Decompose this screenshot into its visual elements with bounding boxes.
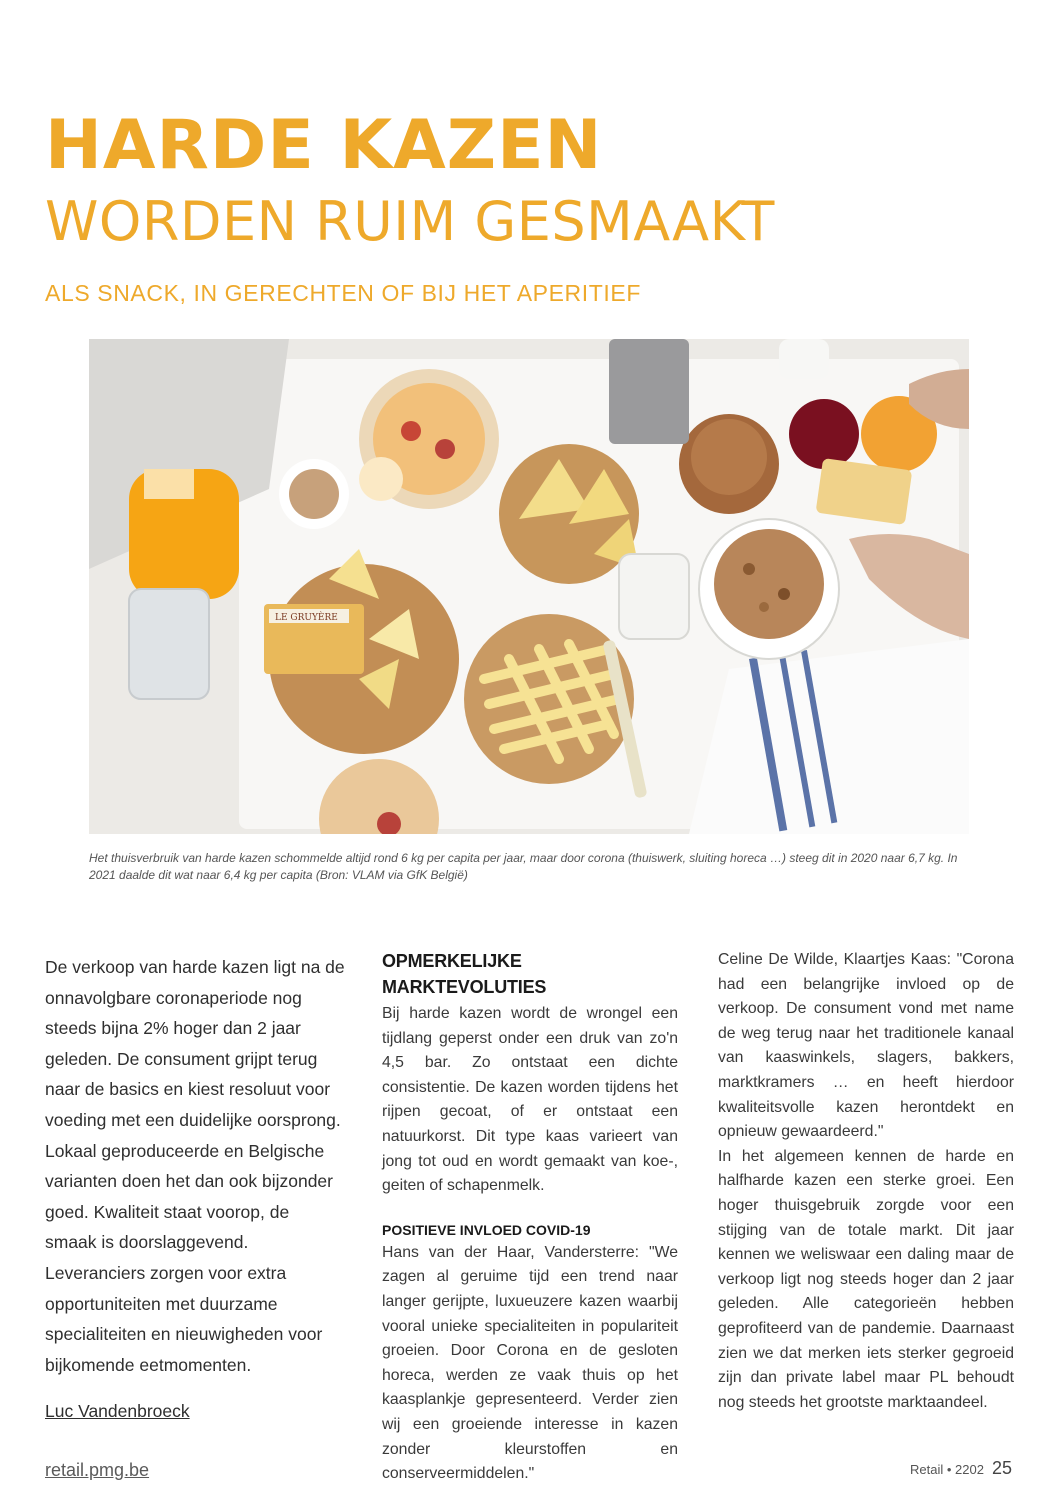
package-label: LE GRUYÈRE (275, 613, 338, 623)
section-heading-marktevoluties: OPMERKELIJKE MARKTEVOLUTIES (382, 951, 547, 997)
section-heading-covid: POSITIEVE INVLOED COVID-19 (382, 1221, 591, 1238)
page-title: HARDE KAZEN (45, 106, 603, 185)
page-subtitle: WORDEN RUIM GESMAAKT (45, 190, 775, 253)
paragraph: Celine De Wilde, Klaartjes Kaas: "Corona had een belangrijke invloed op de verkoop. De consument vond met name de weg terug naar het traditionele kanaal van kaaswinkels, slagers, bakkers, marktkramers … en heeft hierdoor kwaliteitsvolle kazen herontdekt en opnieuw gewaardeerd." (718, 951, 1014, 1141)
paragraph: Hans van der Haar, Vandersterre: "We zagen al geruime tijd een trend naar langer gerijpte, luxueuzere kazen waarbij vooral unieke specialiteiten in populariteit groeien. Door Corona en de gesloten horeca, werden ze vaak thuis op het kaasplankje gepresenteerd. Verder zien wij een groeiende interesse in kazen zonder kleurstoffen en conserveermiddelen." (382, 1243, 678, 1483)
paragraph: In het algemeen kennen de harde en halfharde kazen een sterke groei. Een hoger thuisgebruik zorgde voor een stijging van de totale markt. Dit jaar kennen we weliswaar een daling maar de verkoop ligt nog steeds hoger dan 2 jaar geleden. Alle categorieën hebben geprofiteerd van de pandemie. Daarnaast zien we dat merken iets sterker gegroeid zijn dan private label maar PL behoudt nog steeds het grootste marktaandeel. (718, 1147, 1014, 1411)
breakfast-photo (89, 339, 969, 834)
article-column-3 (718, 948, 1014, 1415)
footer-url-link[interactable]: retail.pmg.be (45, 1460, 150, 1480)
lead-paragraph: De verkoop van harde kazen ligt na de onnavolgbare coronaperiode nog steeds bijna 2% hoger dan 2 jaar geleden. De consument grijpt terug naar de basics en kiest resoluut voor voeding met een duidelijke oorsprong. Lokaal geproduceerde en Belgische varianten doen het dan ook bijzonder goed. Kwaliteit staat voorop, de smaak is doorslaggevend. Leveranciers zorgen voor extra opportuniteiten met duurzame specialiteiten en nieuwigheden voor bijkomende eetmomenten. (45, 957, 345, 1375)
paragraph: Bij harde kazen wordt de wrongel een tijdlang geperst onder een druk van zo'n 4,5 bar. Zo ontstaat een dichte consistentie. De kazen worden tijdens het rijpen gecoat, of er ontstaat een natuurkorst. Dit type kaas varieert van jong tot oud en wordt gemaakt van koe-, geiten of schapenmelk. (382, 1005, 678, 1195)
page-number: 25 (991, 1458, 1012, 1478)
author-link[interactable]: Luc Vandenbroeck (45, 1401, 190, 1421)
photo-caption: Het thuisverbruik van harde kazen schommelde altijd rond 6 kg per capita per jaar, maar door corona (thuiswerk, sluiting horeca …) steeg dit in 2020 naar 6,7 kg. In 2021 daalde dit wat naar 6,4 kg per capita (Bron: VLAM via GfK België) (89, 851, 958, 882)
article-column-2 (382, 948, 678, 1487)
publication-label: Retail • 2202 (910, 1462, 984, 1477)
footer-page-info (910, 1458, 1012, 1479)
kicker: ALS SNACK, IN GERECHTEN OF BIJ HET APERITIEF (45, 280, 641, 306)
